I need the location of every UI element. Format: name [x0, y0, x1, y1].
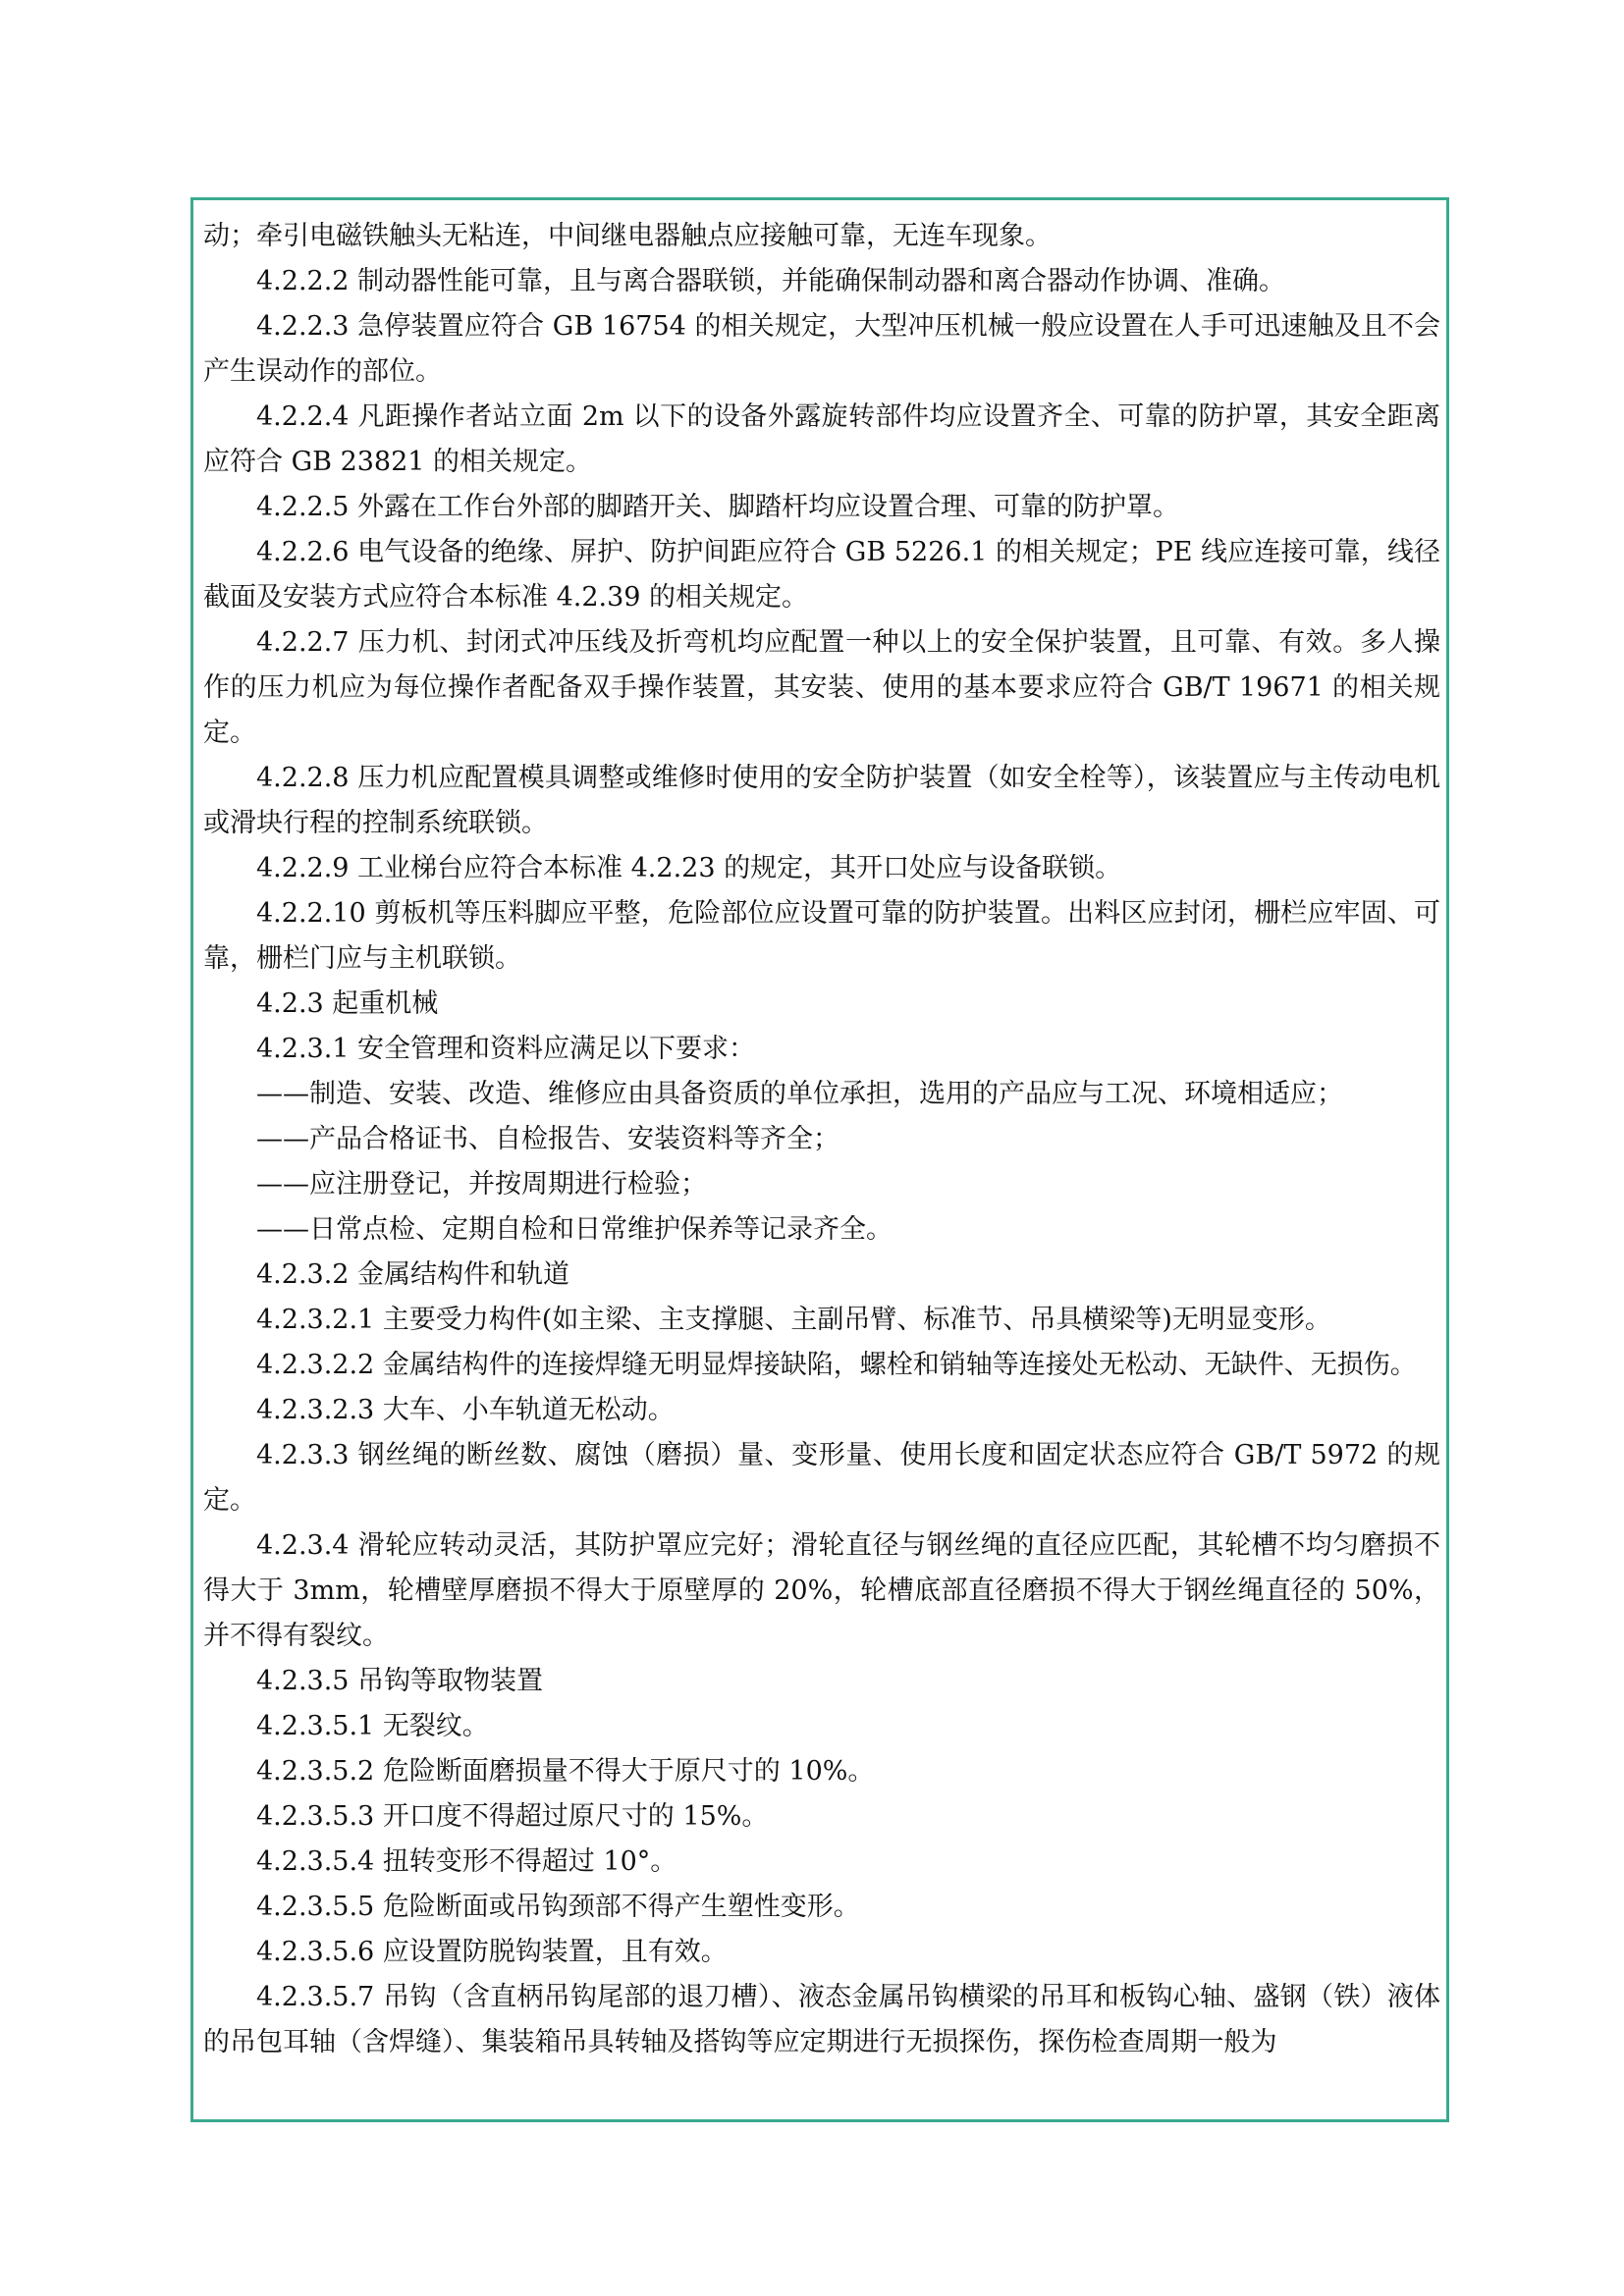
paragraph: 4.2.2.10 剪板机等压料脚应平整，危险部位应设置可靠的防护装置。出料区应封闭，栅栏应牢固、可靠，栅栏门应与主机联锁。: [203, 898, 1440, 974]
paragraph: 4.2.3.2.3 大车、小车轨道无松动。: [256, 1395, 675, 1425]
paragraph: 4.2.2.8 压力机应配置模具调整或维修时使用的安全防护装置（如安全栓等），该装置应与主传动电机或滑块行程的控制系统联锁。: [203, 763, 1440, 838]
section-heading: 4.2.3.2 金属结构件和轨道: [256, 1259, 570, 1290]
paragraph: 动；牵引电磁铁触头无粘连，中间继电器触点应接触可靠，无连车现象。: [203, 221, 1052, 251]
list-item: ——制造、安装、改造、维修应由具备资质的单位承担，选用的产品应与工况、环境相适应；: [256, 1079, 1343, 1109]
paragraph: 4.2.3.1 安全管理和资料应满足以下要求：: [256, 1034, 756, 1064]
document-frame: [190, 197, 1449, 2122]
paragraph: 4.2.2.3 急停装置应符合 GB 16754 的相关规定，大型冲压机械一般应设置在人手可迅速触及且不会产生误动作的部位。: [203, 311, 1440, 387]
paragraph: 4.2.2.9 工业梯台应符合本标准 4.2.23 的规定，其开口处应与设备联锁。: [256, 853, 1122, 883]
paragraph: 4.2.3.5.7 吊钩（含直柄吊钩尾部的退刀槽）、液态金属吊钩横梁的吊耳和板钩心轴、盛钢（铁）液体的吊包耳轴（含焊缝）、集装箱吊具转轴及搭钩等应定期进行无损探伤，探伤检查周期一般为: [203, 1982, 1440, 2057]
paragraph: 4.2.2.5 外露在工作台外部的脚踏开关、脚踏杆均应设置合理、可靠的防护罩。: [256, 492, 1180, 522]
paragraph: 4.2.2.4 凡距操作者站立面 2m 以下的设备外露旋转部件均应设置齐全、可靠的防护罩，其安全距离应符合 GB 23821 的相关规定。: [203, 401, 1440, 477]
paragraph: 4.2.3.5.4 扭转变形不得超过 10°。: [256, 1846, 677, 1877]
section-heading: 4.2.3.5 吊钩等取物装置: [256, 1666, 544, 1696]
paragraph: 4.2.2.7 压力机、封闭式冲压线及折弯机均应配置一种以上的安全保护装置，且可靠、有效。多人操作的压力机应为每位操作者配备双手操作装置，其安装、使用的基本要求应符合 GB/T 19671 的相关规定。: [203, 627, 1440, 748]
document-body: [203, 214, 1440, 2065]
paragraph: 4.2.3.2.1 主要受力构件(如主梁、主支撑腿、主副吊臂、标准节、吊具横梁等)无明显变形。: [256, 1305, 1331, 1335]
paragraph: 4.2.3.2.2 金属结构件的连接焊缝无明显焊接缺陷，螺栓和销轴等连接处无松动、无缺件、无损伤。: [256, 1350, 1417, 1380]
paragraph: 4.2.2.6 电气设备的绝缘、屏护、防护间距应符合 GB 5226.1 的相关规定；PE 线应连接可靠，线径截面及安装方式应符合本标准 4.2.39 的相关规定。: [203, 537, 1440, 613]
paragraph: 4.2.3.4 滑轮应转动灵活，其防护罩应完好；滑轮直径与钢丝绳的直径应匹配，其轮槽不均匀磨损不得大于 3mm，轮槽壁厚磨损不得大于原壁厚的 20%，轮槽底部直径磨损不得大于钢丝绳直径的 50%，并不得有裂纹。: [203, 1530, 1440, 1651]
paragraph: 4.2.2.2 制动器性能可靠，且与离合器联锁，并能确保制动器和离合器动作协调、准确。: [256, 266, 1286, 296]
paragraph: 4.2.3.5.6 应设置防脱钩装置，且有效。: [256, 1937, 728, 1967]
list-item: ——应注册登记，并按周期进行检验；: [256, 1169, 707, 1200]
paragraph: 4.2.3.3 钢丝绳的断丝数、腐蚀（磨损）量、变形量、使用长度和固定状态应符合 GB/T 5972 的规定。: [203, 1440, 1440, 1516]
paragraph: 4.2.3.5.2 危险断面磨损量不得大于原尺寸的 10%。: [256, 1756, 875, 1787]
list-item: ——日常点检、定期自检和日常维护保养等记录齐全。: [256, 1214, 893, 1245]
list-item: ——产品合格证书、自检报告、安装资料等齐全；: [256, 1124, 839, 1154]
paragraph: 4.2.3.5.1 无裂纹。: [256, 1711, 489, 1741]
paragraph: 4.2.3.5.3 开口度不得超过原尺寸的 15%。: [256, 1801, 769, 1832]
paragraph: 4.2.3.5.5 危险断面或吊钩颈部不得产生塑性变形。: [256, 1892, 860, 1922]
section-heading: 4.2.3 起重机械: [256, 988, 439, 1019]
